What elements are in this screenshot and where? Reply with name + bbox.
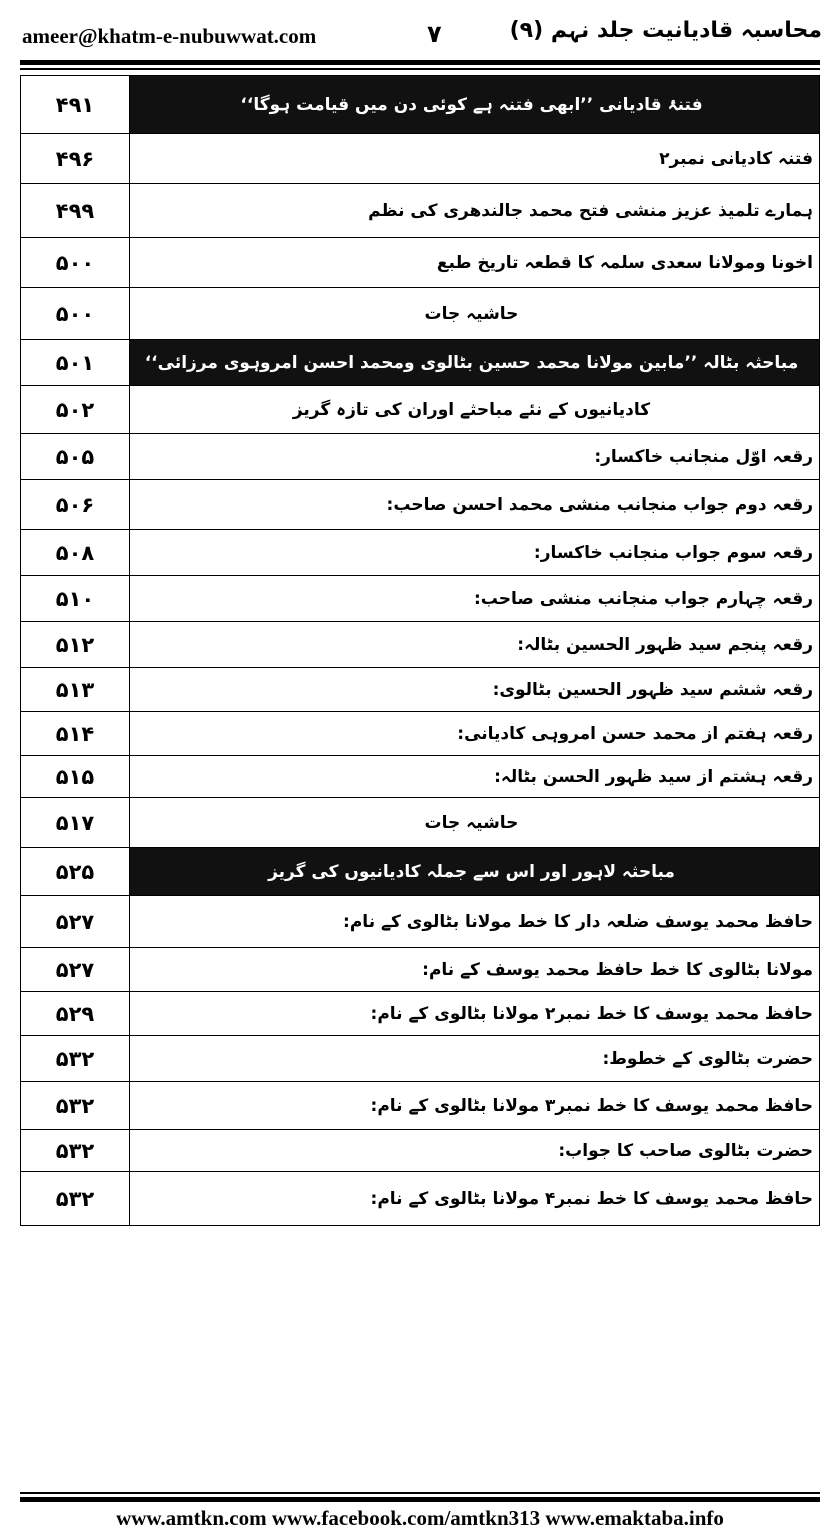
toc-page-number: ۵۰۵: [21, 434, 130, 480]
toc-row: [21, 434, 820, 480]
toc-page-number: ۵۰۸: [21, 530, 130, 576]
toc-entry-title: فتنہ کادیانی نمبر۲: [130, 134, 820, 184]
toc-page-number: ۵۲۷: [21, 948, 130, 992]
toc-row: [21, 948, 820, 992]
toc-page-number: ۴۹۶: [21, 134, 130, 184]
footer-rule-thick: [20, 1497, 820, 1502]
toc-entry-title: کادیانیوں کے نئے مباحثے اوران کی تازہ گریز: [130, 386, 820, 434]
toc-page-number: ۵۱۳: [21, 668, 130, 712]
toc-entry-title: حضرت بٹالوی صاحب کا جواب:: [130, 1130, 820, 1172]
toc-row: [21, 238, 820, 288]
toc-entry-title: رقعہ دوم جواب منجانب منشی محمد احسن صاحب:: [130, 480, 820, 530]
toc-page-number: ۵۱۵: [21, 756, 130, 798]
toc-row: [21, 756, 820, 798]
toc-page-number: ۵۰۰: [21, 288, 130, 340]
toc-entry-title: حافظ محمد یوسف کا خط نمبر۴ مولانا بٹالوی کے نام:: [130, 1172, 820, 1226]
header-email: ameer@khatm-e-nubuwwat.com: [22, 24, 317, 48]
toc-row: [21, 576, 820, 622]
toc-entry-title: رقعہ چہارم جواب منجانب منشی صاحب:: [130, 576, 820, 622]
toc-entry-title: حضرت بٹالوی کے خطوط:: [130, 1036, 820, 1082]
toc-row: [21, 184, 820, 238]
toc-row: [21, 1130, 820, 1172]
toc-page-number: ۵۲۵: [21, 848, 130, 896]
toc-page-number: ۵۰۰: [21, 238, 130, 288]
toc-page-number: ۵۱۴: [21, 712, 130, 756]
toc-entry-title: حافظ محمد یوسف کا خط نمبر۳ مولانا بٹالوی کے نام:: [130, 1082, 820, 1130]
header-page-number: ۷: [427, 20, 442, 48]
toc-page-number: ۵۲۷: [21, 896, 130, 948]
toc-row: [21, 76, 820, 134]
header-rule-thin: [20, 68, 820, 70]
toc-row: [21, 530, 820, 576]
toc-page-number: ۵۰۲: [21, 386, 130, 434]
toc-row: [21, 134, 820, 184]
toc-entry-title: ہمارے تلمیذ عزیز منشی فتح محمد جالندھری کی نظم: [130, 184, 820, 238]
toc-section-heading: فتنۂ قادیانی ’’ابھی فتنہ ہے کوئی دن میں قیامت ہوگا‘‘: [130, 76, 820, 134]
toc-row: [21, 712, 820, 756]
toc-body: [21, 76, 820, 1226]
footer-links: www.amtkn.com www.facebook.com/amtkn313 www.emaktaba.info: [116, 1506, 724, 1530]
toc-entry-title: رقعہ پنجم سید ظہور الحسین بٹالہ:: [130, 622, 820, 668]
toc-page-number: ۵۳۲: [21, 1130, 130, 1172]
toc-entry-title: رقعہ ہفتم از محمد حسن امروہی کادیانی:: [130, 712, 820, 756]
toc-row: [21, 798, 820, 848]
toc-row: [21, 1082, 820, 1130]
toc-section-heading: مباحثہ لاہور اور اس سے جملہ کادیانیوں کی گریز: [130, 848, 820, 896]
header-rule-thick: [20, 60, 820, 65]
toc-row: [21, 1172, 820, 1226]
toc-entry-title: حافظ محمد یوسف ضلعہ دار کا خط مولانا بٹالوی کے نام:: [130, 896, 820, 948]
toc-table: [20, 75, 820, 1226]
toc-row: [21, 288, 820, 340]
toc-entry-title: اخونا ومولانا سعدی سلمہ کا قطعہ تاریخ طبع: [130, 238, 820, 288]
toc-page-number: ۵۳۲: [21, 1172, 130, 1226]
toc-page-number: ۵۰۶: [21, 480, 130, 530]
toc-entry-title: رقعہ ششم سید ظہور الحسین بٹالوی:: [130, 668, 820, 712]
toc-entry-title: حافظ محمد یوسف کا خط نمبر۲ مولانا بٹالوی کے نام:: [130, 992, 820, 1036]
toc-entry-title: حاشیہ جات: [130, 798, 820, 848]
toc-page-number: ۴۹۹: [21, 184, 130, 238]
toc-row: [21, 896, 820, 948]
toc-page-number: ۵۱۷: [21, 798, 130, 848]
toc-page-number: ۵۰۱: [21, 340, 130, 386]
toc-page-number: ۴۹۱: [21, 76, 130, 134]
toc-row: [21, 992, 820, 1036]
header-book-title: محاسبہ قادیانیت جلد نہم (۹): [509, 18, 822, 43]
toc-row: [21, 386, 820, 434]
toc-row: [21, 340, 820, 386]
toc-entry-title: مولانا بٹالوی کا خط حافظ محمد یوسف کے نام:: [130, 948, 820, 992]
toc-page-number: ۵۱۲: [21, 622, 130, 668]
toc-page-number: ۵۲۹: [21, 992, 130, 1036]
toc-page-number: ۵۳۲: [21, 1036, 130, 1082]
toc-entry-title: حاشیہ جات: [130, 288, 820, 340]
toc-page-number: ۵۳۲: [21, 1082, 130, 1130]
toc-entry-title: رقعہ ہشتم از سید ظہور الحسن بٹالہ:: [130, 756, 820, 798]
toc-row: [21, 1036, 820, 1082]
toc-row: [21, 480, 820, 530]
toc-entry-title: رقعہ سوم جواب منجانب خاکسار:: [130, 530, 820, 576]
toc-row: [21, 668, 820, 712]
toc-page-number: ۵۱۰: [21, 576, 130, 622]
toc-row: [21, 622, 820, 668]
page-header: [22, 14, 822, 58]
toc-entry-title: رقعہ اوّل منجانب خاکسار:: [130, 434, 820, 480]
toc-section-heading: مباحثہ بٹالہ ’’مابین مولانا محمد حسین بٹالوی ومحمد احسن امروہوی مرزائی‘‘: [130, 340, 820, 386]
footer-rule-thin: [20, 1492, 820, 1494]
toc-row: [21, 848, 820, 896]
